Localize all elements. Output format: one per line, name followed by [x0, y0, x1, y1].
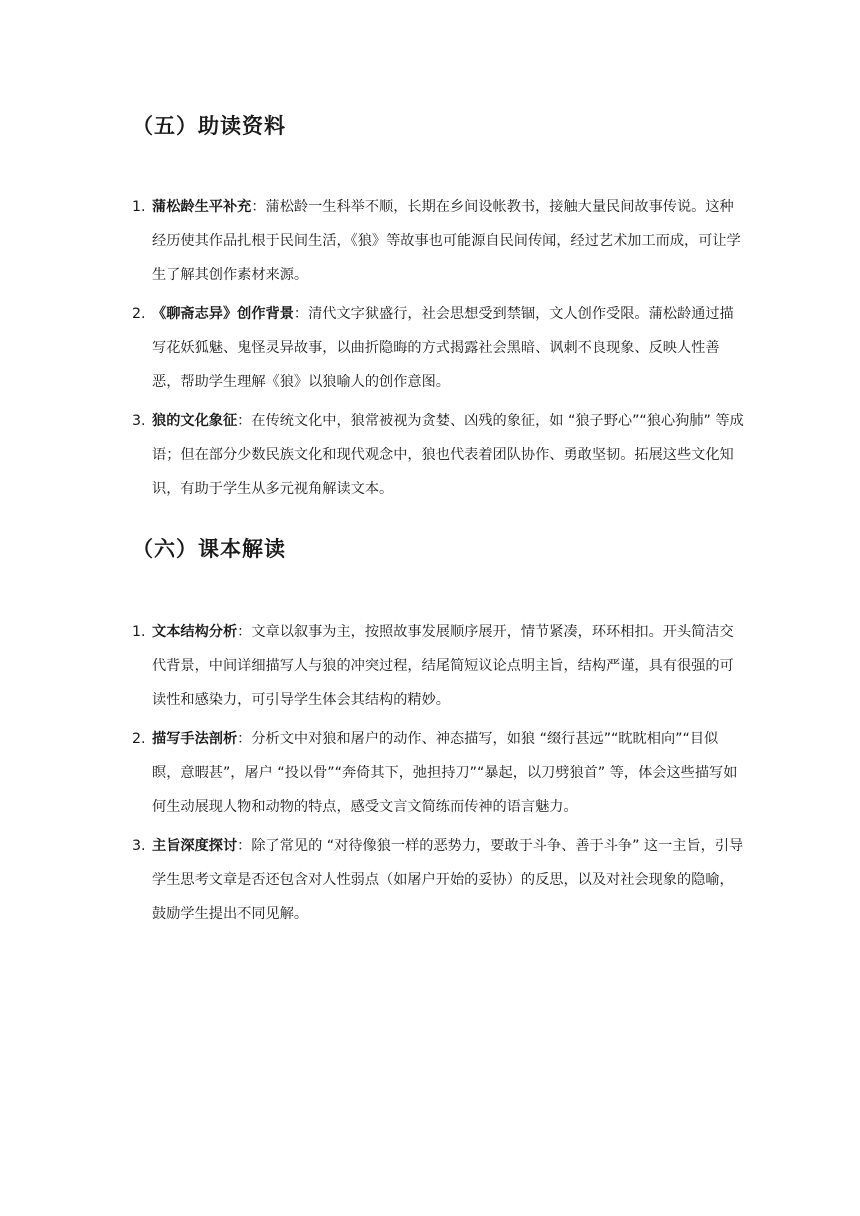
item-term: 狼的文化象征 [152, 413, 238, 429]
list-item [132, 615, 744, 717]
item-number: 1. [132, 624, 146, 640]
section-title-reading-materials: （五）助读资料 [132, 114, 286, 138]
item-term: 蒲松龄生平补充 [152, 199, 252, 215]
list-item [132, 722, 744, 824]
section-title-text-interpretation: （六）课本解读 [132, 537, 286, 561]
item-text: ：清代文字狱盛行，社会思想受到禁锢，文人创作受限。蒲松龄通过描写花妖狐魅、鬼怪灵异故事，以曲折隐晦的方式揭露社会黑暗、讽刺不良现象、反映人性善恶，帮助学生理解《狼》以狼喻人的创作意图。 [152, 306, 734, 390]
item-number: 2. [132, 306, 146, 322]
item-term: 文本结构分析 [152, 624, 238, 640]
list-item [132, 404, 744, 506]
text-interpretation-list [132, 615, 744, 936]
item-text: ：分析文中对狼和屠户的动作、神态描写，如狼 “缀行甚远”“眈眈相向”“目似瞑，意暇甚”，屠户 “投以骨”“奔倚其下，弛担持刀”“暴起，以刀劈狼首” 等，体会这些描写如何生动展现人物和动物的特点，感受文言文简练而传神的语言魅力。 [152, 731, 738, 815]
item-number: 3. [132, 838, 146, 854]
list-item [132, 190, 744, 292]
item-text: ：文章以叙事为主，按照故事发展顺序展开，情节紧凑，环环相扣。开头简洁交代背景，中间详细描写人与狼的冲突过程，结尾简短议论点明主旨，结构严谨，具有很强的可读性和感染力，可引导学生体会其结构的精妙。 [152, 624, 734, 708]
item-text: ：蒲松龄一生科举不顺，长期在乡间设帐教书，接触大量民间故事传说。这种经历使其作品扎根于民间生活，《狼》等故事也可能源自民间传闻，经过艺术加工而成，可让学生了解其创作素材来源。 [152, 199, 741, 283]
list-item [132, 297, 744, 399]
item-number: 2. [132, 731, 146, 747]
item-text: ：除了常见的 “对待像狼一样的恶势力，要敢于斗争、善于斗争” 这一主旨，引导学生思考文章是否还包含对人性弱点（如屠户开始的妥协）的反思，以及对社会现象的隐喻，鼓励学生提出不同见解。 [152, 838, 744, 922]
reading-materials-list [132, 190, 744, 511]
item-term: 《聊斋志异》创作背景 [152, 306, 294, 322]
item-term: 描写手法剖析 [152, 731, 238, 747]
item-term: 主旨深度探讨 [152, 838, 238, 854]
list-item [132, 829, 744, 931]
item-text: ：在传统文化中，狼常被视为贪婪、凶残的象征，如 “狼子野心”“狼心狗肺” 等成语；但在部分少数民族文化和现代观念中，狼也代表着团队协作、勇敢坚韧。拓展这些文化知识，有助于学生从多元视角解读文本。 [152, 413, 744, 497]
item-number: 3. [132, 413, 146, 429]
item-number: 1. [132, 199, 146, 215]
